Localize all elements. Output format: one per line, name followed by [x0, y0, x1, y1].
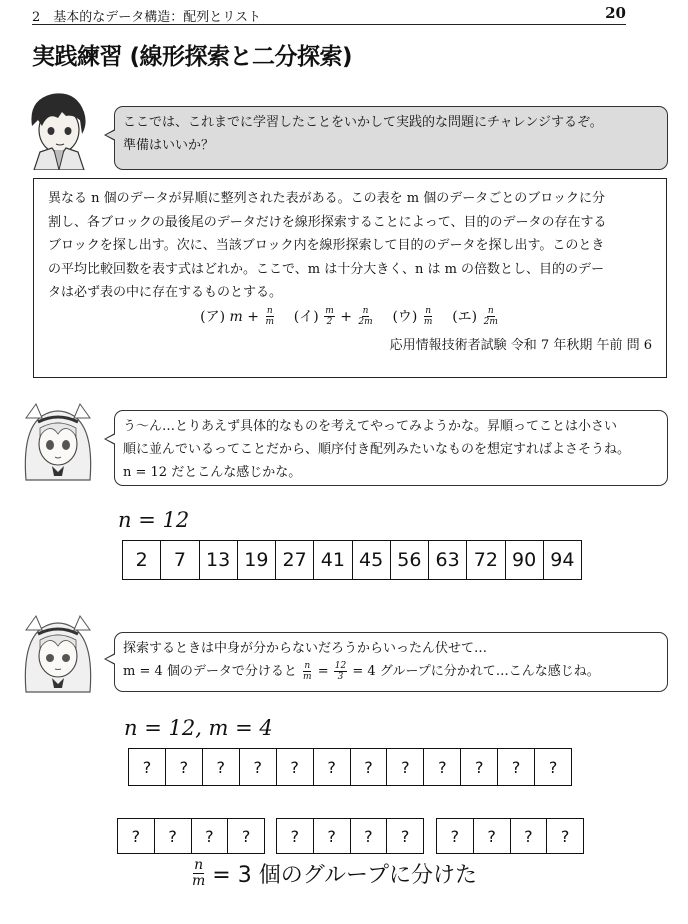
problem-line: タは必ず表の中に存在するものとする。: [48, 285, 283, 300]
choice-b-fraction-1: $\frac{m}{2}$: [325, 306, 334, 327]
array2-label: n = 12, m = 4: [124, 716, 273, 740]
page-number: 20: [605, 4, 626, 22]
bubble-line: [123, 660, 659, 683]
array-cell: ?: [548, 757, 558, 777]
teacher-avatar-icon: [14, 86, 98, 170]
sorted-array: [122, 540, 582, 580]
array-cell: ?: [277, 749, 314, 785]
choice-a: [200, 306, 280, 327]
array-cell: 72: [467, 541, 505, 579]
chapter-title: 2 基本的なデータ構造：配列とリスト: [32, 10, 262, 25]
problem-line: 異なる n 個のデータが昇順に整列された表がある。この表を m 個のデータごとのブロックに分: [48, 191, 605, 206]
choice-d-label: (エ): [452, 308, 478, 325]
problem-line: ブロックを探し出す。次に、当該ブロック内を線形探索して目的のデータを探し出す。このとき: [48, 238, 605, 253]
bubble-line: n = 12 だとこんな感じかな。: [123, 465, 302, 480]
choice-b-fraction-2: $\frac{n}{2m}$: [358, 306, 373, 327]
bubble-line: 準備はいいか？: [123, 138, 215, 153]
block-cell: ?: [511, 819, 548, 853]
hidden-array: [128, 748, 572, 786]
choice-b-plus: +: [340, 308, 352, 325]
choice-a-fraction: $\frac{n}{m}$: [265, 306, 274, 327]
caption-fraction: $\frac{n}{m}$: [192, 857, 206, 889]
array-cell: ?: [387, 749, 424, 785]
block-cell: ?: [400, 826, 410, 846]
block-group-1: [117, 818, 265, 854]
bubble3-result: = 4: [352, 664, 376, 679]
student-avatar-icon: [16, 400, 100, 484]
problem-source: 応用情報技術者試験 令和 7 年秋期 午前 問 6: [389, 338, 652, 353]
array-cell: 45: [353, 541, 391, 579]
block-cell: ?: [474, 819, 511, 853]
bubble3-fraction-2: $\frac{12}{3}$: [334, 661, 347, 682]
block-cell: ?: [437, 819, 474, 853]
block-cell: ?: [560, 826, 570, 846]
array-cell: 2: [123, 541, 161, 579]
array-cell: 7: [161, 541, 199, 579]
array-cell: ?: [351, 749, 388, 785]
caption-text: = 3 個のグループに分けた: [212, 863, 477, 888]
array-cell: 94: [550, 549, 575, 571]
section-title: 実践練習 (線形探索と二分探索): [32, 44, 353, 70]
bubble3-fraction-1: $\frac{n}{m}$: [303, 661, 312, 682]
problem-box: [33, 178, 667, 378]
array-cell: 13: [200, 541, 238, 579]
array-cell: ?: [240, 749, 277, 785]
speech-bubble-student-1: [114, 410, 668, 486]
array-cell: 41: [314, 541, 352, 579]
array-cell: 56: [391, 541, 429, 579]
array-cell: ?: [498, 749, 535, 785]
choice-c-label: (ウ): [392, 308, 418, 325]
speech-bubble-student-2: [114, 632, 668, 692]
array-cell: ?: [314, 749, 351, 785]
grouping-caption: [190, 858, 477, 889]
block-group-2: [276, 818, 424, 854]
block-cell: ?: [277, 819, 314, 853]
choice-d-fraction: $\frac{n}{2m}$: [483, 306, 498, 327]
block-cell: ?: [241, 826, 251, 846]
bubble-line: う～ん…とりあえず具体的なものを考えてやってみようかな。昇順ってことは小さい: [123, 419, 618, 434]
answer-choices: [48, 306, 652, 330]
array-cell: ?: [424, 749, 461, 785]
array-cell: 19: [238, 541, 276, 579]
block-cell: ?: [351, 819, 388, 853]
array1-label: n = 12: [118, 508, 190, 532]
speech-bubble-teacher: [114, 106, 668, 170]
array-cell: ?: [461, 749, 498, 785]
bubble-line: 探索するときは中身が分からないだろうからいったん伏せて…: [123, 641, 488, 656]
choice-a-expr: m +: [229, 308, 259, 325]
choice-a-label: (ア): [200, 308, 226, 325]
bubble-line: 順に並んでいるってことだから、順序付き配列みたいなものを想定すればよさそうね。: [123, 442, 631, 457]
block-cell: ?: [118, 819, 155, 853]
array-cell: ?: [129, 749, 166, 785]
problem-line: 割し、各ブロックの最後尾のデータだけを線形探索することによって、目的のデータの存在する: [48, 214, 607, 230]
block-cell: ?: [192, 819, 229, 853]
array-cell: 90: [506, 541, 544, 579]
choice-d: [452, 306, 500, 327]
array-cell: 63: [429, 541, 467, 579]
student-avatar-icon: [16, 612, 100, 696]
choice-b-label: (イ): [293, 308, 319, 325]
block-group-3: [436, 818, 584, 854]
bubble3-text-b: グループに分かれて…こんな感じね。: [379, 664, 600, 679]
bubble3-equals: =: [317, 664, 329, 679]
problem-line: の平均比較回数を表す式はどれか。ここで、m は十分大きく、n は m の倍数とし、目的のデー: [48, 261, 605, 277]
array-cell: ?: [166, 749, 203, 785]
block-cell: ?: [155, 819, 192, 853]
page-header: [32, 4, 626, 25]
bubble3-text-a: m = 4 個のデータで分けると: [123, 664, 297, 679]
array-cell: 27: [276, 541, 314, 579]
choice-c: [392, 306, 438, 327]
array-cell: ?: [203, 749, 240, 785]
block-cell: ?: [314, 819, 351, 853]
choice-c-fraction: $\frac{n}{m}$: [423, 306, 433, 327]
bubble-line: ここでは、これまでに学習したことをいかして実践的な問題にチャレンジするぞ。: [123, 115, 603, 130]
choice-b: [293, 306, 379, 327]
